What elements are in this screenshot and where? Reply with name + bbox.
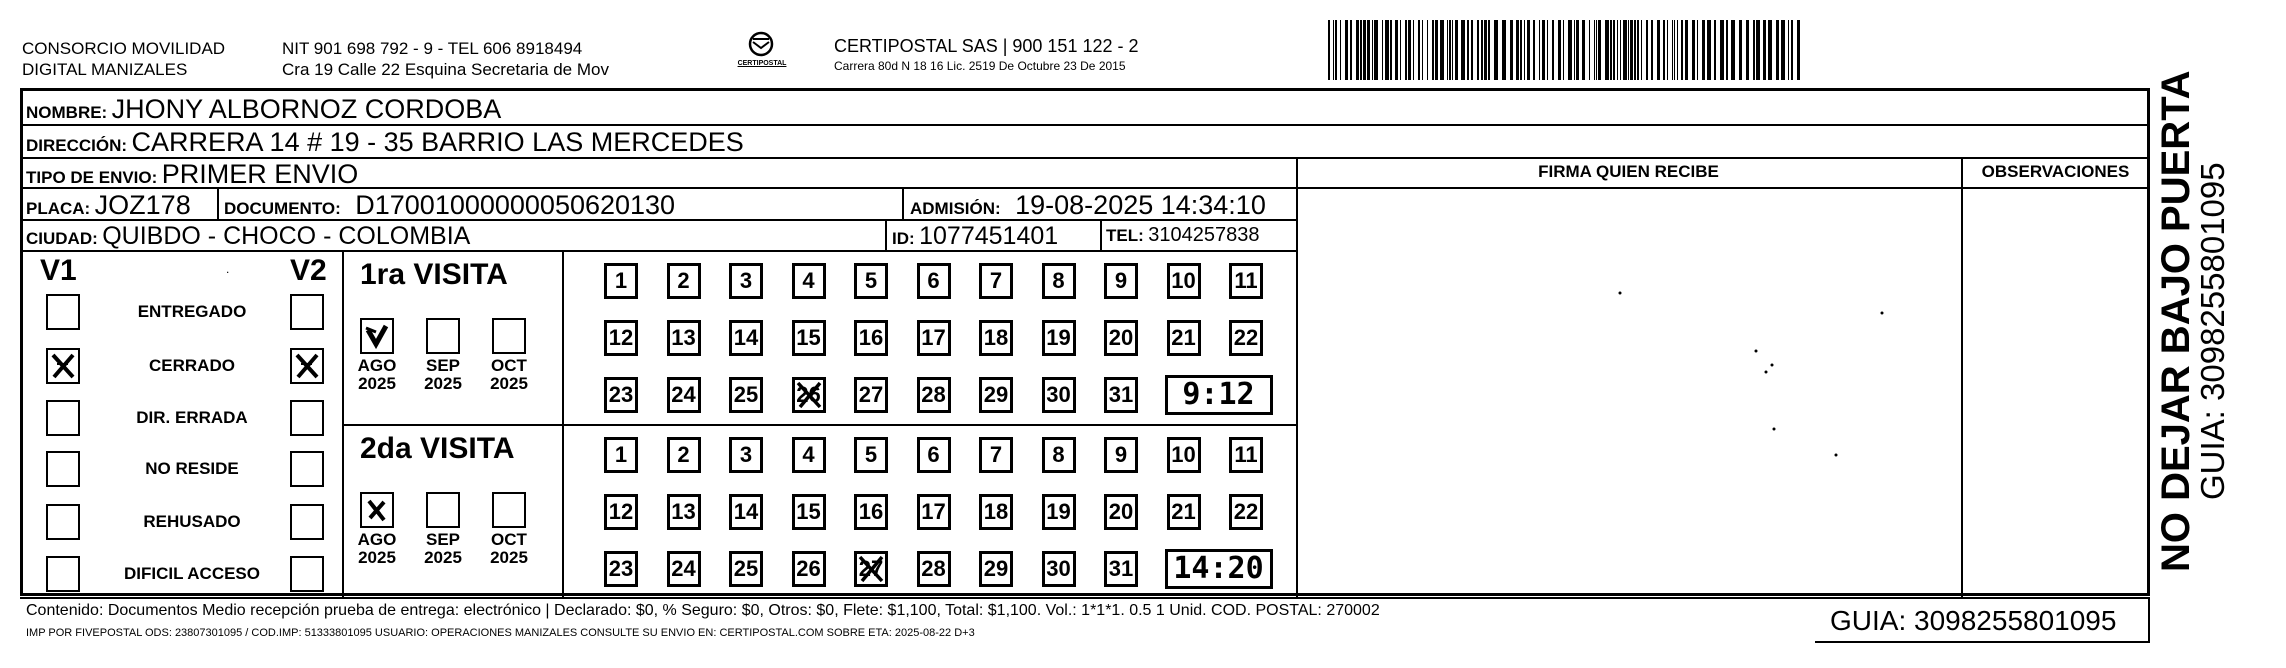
day-box[interactable]: 23 [604, 377, 638, 413]
month-checkbox[interactable] [426, 492, 460, 528]
status-v2-checkbox[interactable] [290, 400, 324, 436]
status-v2-checkbox[interactable] [290, 294, 324, 330]
day-box[interactable]: 7 [979, 263, 1013, 299]
company-line-2: DIGITAL MANIZALES [22, 60, 188, 79]
day-box[interactable]: 15 [792, 320, 826, 356]
x-mark-icon [48, 350, 78, 382]
status-v2-checkbox[interactable] [290, 348, 324, 384]
day-box[interactable]: 25 [729, 551, 763, 587]
month-name: SEP [425, 530, 461, 549]
document-value: D17001000000050620130 [355, 190, 676, 220]
visit-title: 1ra VISITA [360, 258, 508, 291]
month-name: AGO [357, 530, 397, 549]
visit-time[interactable]: 14:20 [1165, 549, 1273, 589]
day-box[interactable]: 10 [1167, 437, 1201, 473]
day-box[interactable]: 1 [604, 263, 638, 299]
day-box[interactable]: 10 [1167, 263, 1201, 299]
day-box[interactable]: 11 [1229, 263, 1263, 299]
address-line: Cra 19 Calle 22 Esquina Secretaria de Mov [282, 60, 609, 79]
visit-title: 2da VISITA [360, 432, 515, 465]
day-box[interactable]: 19 [1042, 494, 1076, 530]
day-box[interactable]: 21 [1167, 494, 1201, 530]
recipient-address: CARRERA 14 # 19 - 35 BARRIO LAS MERCEDES [131, 127, 744, 157]
observations-area[interactable] [1963, 189, 2149, 596]
day-box[interactable]: 16 [854, 494, 888, 530]
company-line-1: CONSORCIO MOVILIDAD [22, 39, 226, 58]
day-box[interactable]: 27 [854, 377, 888, 413]
month-checkbox[interactable] [360, 492, 394, 528]
nit-line: NIT 901 698 792 - 9 - TEL 606 8918494 [282, 39, 583, 58]
month-year: 2025 [490, 374, 528, 393]
day-box[interactable]: 19 [1042, 320, 1076, 356]
day-box[interactable]: 26 [792, 551, 826, 587]
name-label: NOMBRE: [26, 103, 108, 122]
day-box[interactable]: 26 [792, 377, 826, 413]
month-checkbox[interactable] [426, 318, 460, 354]
status-v2-checkbox[interactable] [290, 556, 324, 592]
day-mark-icon [792, 377, 826, 418]
v2-header: V2 [290, 254, 327, 287]
status-v1-checkbox[interactable] [46, 556, 80, 592]
status-label: ENTREGADO [137, 302, 247, 321]
observaciones-header: OBSERVACIONES [1981, 162, 2130, 181]
day-box[interactable]: 4 [792, 263, 826, 299]
x-mark-icon [292, 350, 322, 382]
month-label [352, 357, 402, 393]
day-box[interactable]: 14 [729, 320, 763, 356]
admission-label: ADMISIÓN: [910, 199, 1001, 218]
send-type: PRIMER ENVIO [161, 159, 359, 189]
day-box[interactable]: 8 [1042, 437, 1076, 473]
month-checkbox[interactable] [492, 318, 526, 354]
firma-header: FIRMA QUIEN RECIBE [1538, 162, 1719, 181]
status-label: DIR. ERRADA [136, 408, 248, 427]
day-box[interactable]: 22 [1229, 494, 1263, 530]
month-checkbox[interactable] [360, 318, 394, 354]
day-box[interactable]: 21 [1167, 320, 1201, 356]
status-v2-checkbox[interactable] [290, 504, 324, 540]
recipient-name: JHONY ALBORNOZ CORDOBA [111, 94, 502, 124]
status-v1-checkbox[interactable] [46, 504, 80, 540]
month-name: SEP [425, 356, 461, 375]
footer-line-2: IMP POR FIVEPOSTAL ODS: 23807301095 / COD.IMP: 51333801095 USUARIO: OPERACIONES MANIZALES CONSULTE SU ENVIO EN: CERTIPOSTAL.COM SOBRE ETA: 2025-08-22 D+3 [26, 627, 975, 639]
company-contact [282, 38, 609, 80]
day-box[interactable]: 4 [792, 437, 826, 473]
month-label [418, 531, 468, 567]
day-box[interactable]: 13 [667, 494, 701, 530]
city-label: CIUDAD: [26, 229, 98, 248]
id-label: ID: [892, 229, 915, 248]
day-box[interactable]: 28 [917, 551, 951, 587]
visit-time[interactable]: 9:12 [1165, 375, 1273, 415]
day-mark-icon [854, 551, 888, 592]
footer-line-1: Contenido: Documentos Medio recepción prueba de entrega: electrónico | Declarado: $0, % Seguro: $0, Otros: $0, Flete: $1,100, Total: $1,100. Vol.: 1*1*1. 0.5 1 Unid. COD. POSTAL: 270002 [26, 602, 1380, 619]
barcode-graphic [1328, 20, 1804, 80]
id-value: 1077451401 [919, 222, 1059, 250]
city-cell [26, 222, 470, 251]
day-box[interactable]: 6 [917, 263, 951, 299]
day-box[interactable]: 30 [1042, 551, 1076, 587]
day-box[interactable]: 11 [1229, 437, 1263, 473]
courier-line-1: CERTIPOSTAL SAS | 900 151 122 - 2 [834, 36, 1139, 56]
day-box[interactable]: 3 [729, 263, 763, 299]
day-box[interactable]: 25 [729, 377, 763, 413]
day-box[interactable]: 6 [917, 437, 951, 473]
side-guia: GUIA: 3098255801095 [2194, 162, 2231, 500]
tel-value: 3104257838 [1148, 224, 1260, 246]
admission-value: 19-08-2025 14:34:10 [1015, 190, 1266, 220]
logo-caption: CERTIPOSTAL [737, 60, 787, 67]
day-box[interactable]: 18 [979, 494, 1013, 530]
address-label: DIRECCIÓN: [26, 136, 128, 155]
barcode [1328, 20, 1804, 80]
month-year: 2025 [358, 548, 396, 567]
month-label [484, 357, 534, 393]
day-box[interactable]: 17 [917, 494, 951, 530]
status-v1-checkbox[interactable] [46, 348, 80, 384]
day-box[interactable]: 24 [667, 377, 701, 413]
plate-value: JOZ178 [94, 190, 191, 220]
month-checkbox[interactable] [492, 492, 526, 528]
send-type-row [26, 159, 358, 190]
courier-line-2: Carrera 80d N 18 16 Lic. 2519 De Octubre 23 De 2015 [834, 59, 1126, 73]
day-box[interactable]: 27 [854, 551, 888, 587]
day-box[interactable]: 22 [1229, 320, 1263, 356]
day-box[interactable]: 16 [854, 320, 888, 356]
status-label: CERRADO [149, 356, 235, 375]
day-box[interactable]: 24 [667, 551, 701, 587]
footer-guia: GUIA: 3098255801095 [1830, 605, 2117, 636]
day-box[interactable]: 17 [917, 320, 951, 356]
day-box[interactable]: 28 [917, 377, 951, 413]
tel-cell [1106, 224, 1259, 247]
day-box[interactable]: 9 [1104, 437, 1138, 473]
month-year: 2025 [490, 548, 528, 567]
day-box[interactable]: 23 [604, 551, 638, 587]
day-box[interactable]: 12 [604, 494, 638, 530]
admission-cell [910, 190, 1266, 221]
day-box[interactable]: 3 [729, 437, 763, 473]
tel-label: TEL: [1106, 226, 1144, 245]
day-box[interactable]: 7 [979, 437, 1013, 473]
day-box[interactable]: 2 [667, 263, 701, 299]
status-label: NO RESIDE [145, 459, 239, 478]
day-box[interactable]: 20 [1104, 494, 1138, 530]
day-box[interactable]: 13 [667, 320, 701, 356]
month-name: AGO [357, 356, 397, 375]
plate-cell [26, 190, 191, 221]
day-box[interactable]: 5 [854, 263, 888, 299]
month-label [484, 531, 534, 567]
day-box[interactable]: 14 [729, 494, 763, 530]
status-label: REHUSADO [143, 512, 241, 531]
day-box[interactable]: 8 [1042, 263, 1076, 299]
day-box[interactable]: 2 [667, 437, 701, 473]
courier-info [834, 36, 1139, 73]
day-box[interactable]: 5 [854, 437, 888, 473]
status-v1-checkbox[interactable] [46, 451, 80, 487]
send-type-label: TIPO DE ENVIO: [26, 168, 158, 187]
v1-header: V1 [40, 254, 77, 287]
day-box[interactable]: 31 [1104, 551, 1138, 587]
day-box[interactable]: 29 [979, 377, 1013, 413]
company-name [22, 38, 225, 80]
day-box[interactable]: 31 [1104, 377, 1138, 413]
month-label [418, 357, 468, 393]
month-name: OCT [491, 530, 527, 549]
day-box[interactable]: 9 [1104, 263, 1138, 299]
day-box[interactable]: 20 [1104, 320, 1138, 356]
document-cell [224, 190, 675, 221]
day-box[interactable]: 18 [979, 320, 1013, 356]
no-dejar-bajo-puerta: NO DEJAR BAJO PUERTA [2154, 70, 2198, 572]
address-row [26, 127, 744, 158]
name-row [26, 94, 501, 125]
day-box[interactable]: 30 [1042, 377, 1076, 413]
month-year: 2025 [424, 548, 462, 567]
id-cell [892, 222, 1058, 251]
check-mark-icon [362, 320, 392, 352]
month-name: OCT [491, 356, 527, 375]
month-label [352, 531, 402, 567]
document-label: DOCUMENTO: [224, 199, 341, 218]
day-box[interactable]: 1 [604, 437, 638, 473]
signature-area[interactable] [1298, 189, 1960, 596]
day-box[interactable]: 12 [604, 320, 638, 356]
plate-label: PLACA: [26, 199, 91, 218]
signature-marks [1298, 189, 1960, 596]
status-label: DIFICIL ACCESO [123, 564, 260, 583]
day-box[interactable]: 15 [792, 494, 826, 530]
status-v1-checkbox[interactable] [46, 294, 80, 330]
x-mark-icon [362, 494, 392, 526]
status-v1-checkbox[interactable] [46, 400, 80, 436]
certipostal-logo [726, 30, 796, 70]
city-value: QUIBDO - CHOCO - COLOMBIA [102, 222, 471, 250]
day-box[interactable]: 29 [979, 551, 1013, 587]
month-year: 2025 [424, 374, 462, 393]
status-v2-checkbox[interactable] [290, 451, 324, 487]
month-year: 2025 [358, 374, 396, 393]
